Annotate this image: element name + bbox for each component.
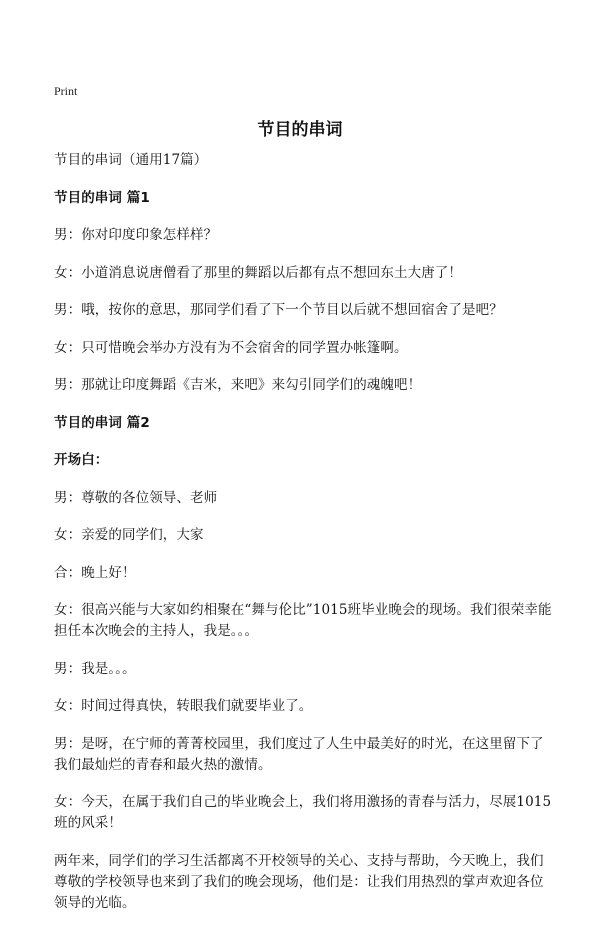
- section-heading-2: 节目的串词 篇2: [54, 414, 150, 431]
- dialogue-line: 女：只可惜晚会举办方没有为不会宿舍的同学置办帐篷啊。: [54, 339, 408, 356]
- section-heading-1: 节目的串词 篇1: [54, 189, 150, 206]
- dialogue-line: 女：很高兴能与大家如约相聚在“舞与伦比”1015班毕业晚会的现场。我们很荣幸能担任本次晚会的主持人，我是。。。: [54, 602, 552, 639]
- dialogue-line: 女：小道消息说唐僧看了那里的舞蹈以后都有点不想回东土大唐了！: [54, 264, 462, 281]
- paragraph-intro: 节目的串词（通用17篇）: [54, 152, 208, 168]
- dialogue-line: 男：尊敬的各位领导、老师: [54, 489, 218, 506]
- dialogue-line: 女：亲爱的同学们，大家: [54, 527, 204, 543]
- subheading-opening: 开场白：: [54, 452, 109, 468]
- dialogue-line: 男：你对印度印象怎样样？: [54, 227, 218, 243]
- dialogue-line: 男：是呀，在宁师的菁菁校园里，我们度过了人生中最美好的时光，在这里留下了我们最灿烂的青春和最火热的激情。: [54, 735, 544, 773]
- page-title: 节目的串词: [257, 120, 343, 140]
- dialogue-line: 合：晚上好！: [54, 564, 136, 581]
- paragraph-closing: 两年来，同学们的学习生活都离不开校领导的关心、支持与帮助，今天晚上，我们尊敬的学校领导也来到了我们的晚会现场，他们是：让我们用热烈的掌声欢迎各位领导的光临。: [54, 852, 544, 911]
- dialogue-line: 男：我是。。。: [54, 660, 136, 677]
- print-link[interactable]: Print: [54, 84, 78, 98]
- document-body: [54, 150, 554, 930]
- dialogue-line: 女：今天，在属于我们自己的毕业晚会上，我们将用激扬的青春与活力，尽展1015班的风采！: [54, 794, 552, 831]
- dialogue-line: 男：哦，按你的意思，那同学们看了下一个节目以后就不想回宿舍了是吧？: [54, 302, 503, 318]
- dialogue-line: 女：时间过得真快，转眼我们就要毕业了。: [54, 698, 313, 714]
- dialogue-line: 男：那就让印度舞蹈《吉米，来吧》来勾引同学们的魂魄吧！: [54, 377, 422, 393]
